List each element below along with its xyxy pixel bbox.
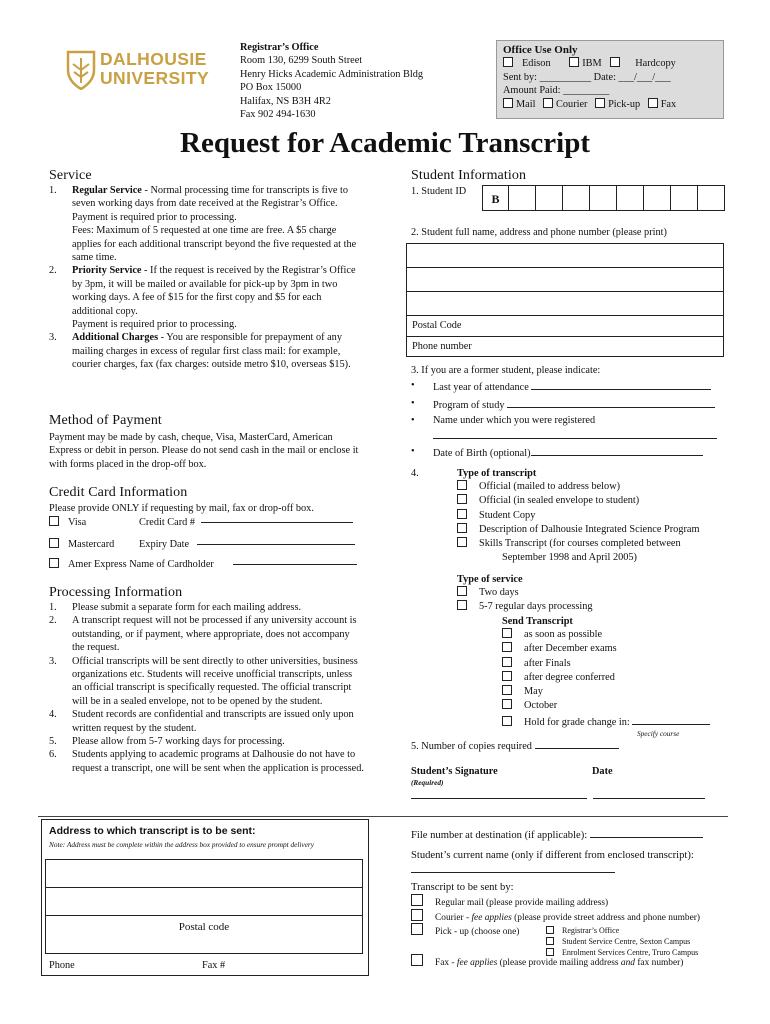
id-digit-box[interactable] — [563, 185, 590, 211]
processing-item: 1. Please submit a separate form for each mailing address. — [49, 602, 302, 613]
visa-label: Visa — [68, 517, 87, 529]
address-note: Note: Address must be complete within the address box provided to ensure prompt delivery — [49, 840, 315, 849]
courier-delivery-checkbox[interactable] — [411, 909, 423, 921]
ibm-checkbox[interactable] — [569, 57, 579, 67]
type-checkbox[interactable] — [457, 509, 467, 519]
expiry-label: Expiry Date — [139, 538, 190, 550]
address-phone-field[interactable]: Phone — [49, 960, 75, 971]
credit-heading: Credit Card Information — [49, 485, 188, 500]
registrar-line: Henry Hicks Academic Administration Bldg — [240, 68, 424, 80]
pickup-option-checkbox[interactable] — [546, 926, 554, 934]
address-line[interactable] — [46, 888, 362, 916]
address-heading: Address to which transcript is to be sent: — [49, 825, 256, 837]
processing-item: 5. Please allow from 5-7 working days for processing. — [49, 736, 285, 748]
former-item: • Program of study — [411, 397, 723, 412]
payment-text: Payment may be made by cash, cheque, Visa, MasterCard, American Express or debit in person. Please do not send cash in the mail or enclose it with forms placed in the drop-off box. — [49, 432, 359, 470]
courier-checkbox[interactable] — [543, 98, 553, 108]
mail-label: Mail — [516, 98, 536, 110]
pickup-checkbox[interactable] — [595, 98, 605, 108]
type-checkbox[interactable] — [457, 494, 467, 504]
send-checkbox[interactable] — [502, 716, 512, 726]
sent-by-field[interactable]: Sent by: __________ Date: ___/___/___ — [503, 71, 671, 83]
type-checkbox[interactable] — [457, 480, 467, 490]
visa-checkbox[interactable] — [49, 516, 59, 526]
amex-label: Amer Express Name of Cardholder — [68, 559, 214, 571]
hardcopy-checkbox[interactable] — [610, 57, 620, 67]
service-type-heading: Type of service — [457, 574, 523, 585]
edison-checkbox[interactable] — [503, 57, 513, 67]
page-title: Request for Academic Transcript — [180, 127, 590, 159]
last-year-field[interactable] — [531, 379, 711, 390]
address-box — [41, 819, 369, 976]
send-checkbox[interactable] — [502, 657, 512, 667]
destination-section: File number at destination (if applicable): Student’s current name (only if different from enclosed transcript): Transcript to be sent by: Regular mail (please provide mailing address) Courier - fee applies (please provide street address and phone number) Pick - up (choose one) Registrar’s Office Student Service Centre, Sexton Campus Enrolment Services Centre, Truro Campus Fax - fee applies (please provide mailing address and fax number) — [411, 827, 731, 970]
postal-code-line[interactable]: Postal code — [178, 921, 230, 933]
copies-field[interactable] — [535, 738, 619, 749]
service-types: Two days 5-7 regular days processing — [457, 586, 593, 615]
id-digit-box[interactable] — [644, 185, 671, 211]
mastercard-label: Mastercard — [68, 538, 115, 550]
courier-label: Courier — [556, 98, 588, 110]
edison-label: Edison — [522, 58, 551, 70]
student-id-prefix: B — [482, 185, 509, 211]
service-item: 3. Additional Charges - You are responsible for prepayment of any mailing charges in excess of regular first class mail: for example, courier charges, fax (fax charges: outside metro $10, overseas $15). — [49, 332, 351, 371]
cardholder-field[interactable] — [233, 554, 357, 565]
type-heading: Type of transcript — [457, 468, 537, 479]
payment-heading: Method of Payment — [49, 413, 162, 428]
dalhousie-crest-icon — [66, 50, 96, 90]
former-item: • Date of Birth (optional) — [411, 445, 723, 460]
ibm-label: IBM — [582, 58, 602, 70]
former-student-section — [411, 364, 723, 460]
send-heading: Send Transcript — [502, 616, 573, 627]
pickup-label: Pick-up — [608, 98, 641, 110]
signature-required: (Required) — [411, 778, 444, 788]
processing-item: 4. Student records are confidential and transcripts are issued only upon written request by the student. — [49, 709, 354, 734]
office-use-box — [496, 40, 724, 119]
regular-mail-checkbox[interactable] — [411, 894, 423, 906]
address-lines[interactable] — [45, 859, 363, 954]
registrar-line: Room 130, 6299 South Street — [240, 55, 363, 67]
registrar-line: Fax 902 494-1630 — [240, 109, 316, 121]
university-logo — [66, 48, 226, 94]
hardcopy-label: Hardcopy — [635, 58, 676, 70]
type-continuation: September 1998 and April 2005) — [502, 552, 637, 564]
id-digit-box[interactable] — [590, 185, 617, 211]
address-line-3[interactable] — [407, 292, 723, 316]
send-checkbox[interactable] — [502, 699, 512, 709]
pickup-option-checkbox[interactable] — [546, 937, 554, 945]
current-name-field[interactable] — [411, 872, 615, 873]
former-item: • Last year of attendance — [411, 379, 723, 394]
service-heading: Service — [49, 168, 92, 183]
student-heading: Student Information — [411, 168, 527, 183]
id-digit-box[interactable] — [536, 185, 563, 211]
registered-name-field[interactable] — [433, 432, 717, 439]
mastercard-checkbox[interactable] — [49, 538, 59, 548]
card-number-field[interactable] — [201, 512, 353, 523]
processing-item: 2. A transcript request will not be processed if any university account is outstanding, or if payment, where appropriate, does not accompany the request. — [49, 615, 357, 654]
grade-change-course-field[interactable] — [632, 714, 710, 725]
program-field[interactable] — [507, 397, 715, 408]
address-line-1[interactable] — [407, 244, 723, 268]
logo-line-2: UNIVERSITY — [100, 68, 210, 88]
address-line-2[interactable] — [407, 268, 723, 292]
processing-section — [49, 585, 364, 775]
type-checkbox[interactable] — [457, 523, 467, 533]
id-digit-box[interactable] — [698, 185, 725, 211]
mail-checkbox[interactable] — [503, 98, 513, 108]
former-label: 3. If you are a former student, please indicate: — [411, 365, 601, 376]
credit-card-section — [49, 485, 367, 572]
id-digit-box[interactable] — [671, 185, 698, 211]
signature-label: Student’s Signature — [411, 766, 498, 777]
payment-section — [49, 413, 367, 471]
processing-heading: Processing Information — [49, 585, 183, 600]
service-item: 1. Regular Service - Normal processing time for transcripts is five to seven working days from date received at the Registrar’s Office. Payment is required prior to processing. Fees: Maximum of 5 requested at one time are free. A $5 charge applies for each additional transcript beyond the five requested at the same time. — [49, 185, 357, 264]
date-field[interactable] — [593, 798, 705, 799]
processing-item: 6. Students applying to academic programs at Dalhousie do not have to request a transcript, one will be sent when the application is processed. — [49, 749, 364, 774]
section-number-4: 4. — [411, 468, 419, 479]
pickup-delivery-checkbox[interactable] — [411, 923, 423, 935]
signature-section — [411, 765, 711, 787]
name-address-box[interactable] — [406, 243, 724, 357]
service-item: 2. Priority Service - If the request is received by the Registrar’s Office by 3pm, it will be mailed or available for pick-up by 3pm in two working days. A fee of $15 for the first copy and $5 for each additional copy. Payment is required prior to processing. — [49, 265, 356, 331]
fax-delivery-checkbox[interactable] — [411, 954, 423, 966]
send-checkbox[interactable] — [502, 685, 512, 695]
signature-field[interactable] — [411, 798, 587, 799]
send-checkbox[interactable] — [502, 642, 512, 652]
specify-course-hint: Specify course — [637, 729, 680, 738]
transcript-types: Official (mailed to address below) Official (in sealed envelope to student) Student Copy Description of Dalhousie Integrated Science Program Skills Transcript (for courses completed between September 1998 and April 2005) — [457, 480, 699, 566]
amex-checkbox[interactable] — [49, 558, 59, 568]
former-item: • Name under which you were registered — [411, 415, 596, 427]
postal-code-field[interactable]: Postal Code — [407, 316, 723, 337]
credit-note: Please provide ONLY if requesting by mail, fax or drop-off box. — [49, 503, 314, 514]
fax-label: Fax — [660, 98, 677, 110]
registrar-line: Halifax, NS B3H 4R2 — [240, 95, 331, 107]
card-number-label: Credit Card # — [139, 517, 196, 529]
registrar-line: PO Box 15000 — [240, 82, 302, 94]
name-address-label: 2. Student full name, address and phone number (please print) — [411, 227, 667, 238]
id-digit-box[interactable] — [509, 185, 536, 211]
bottom-divider — [38, 816, 728, 817]
sent-by-label: Transcript to be sent by: — [411, 881, 514, 893]
send-options: as soon as possible after December exams after Finals after degree conferred May October Hold for grade change in: — [502, 628, 710, 728]
logo-line-1: DALHOUSIE — [100, 49, 207, 69]
office-use-title: Office Use Only — [503, 44, 578, 56]
amount-paid-field[interactable]: Amount Paid: _________ — [503, 85, 610, 97]
dob-field[interactable] — [531, 445, 703, 456]
current-name-label: Student’s current name (only if different from enclosed transcript): — [411, 850, 694, 862]
registrar-address — [240, 41, 423, 121]
type-checkbox[interactable] — [457, 537, 467, 547]
address-fax-field[interactable]: Fax # — [202, 960, 226, 971]
pickup-option-checkbox[interactable] — [546, 948, 554, 956]
student-id-boxes[interactable] — [482, 185, 725, 211]
file-number-field[interactable] — [590, 827, 703, 838]
service-checkbox[interactable] — [457, 586, 467, 596]
date-label: Date — [592, 766, 613, 777]
phone-number-field[interactable]: Phone number — [412, 341, 472, 352]
send-checkbox[interactable] — [502, 628, 512, 638]
service-section — [49, 168, 359, 372]
id-digit-box[interactable] — [617, 185, 644, 211]
student-id-label: 1. Student ID — [411, 186, 467, 197]
copies-label: 5. Number of copies required — [411, 738, 619, 753]
service-checkbox[interactable] — [457, 600, 467, 610]
expiry-field[interactable] — [197, 534, 355, 545]
file-number-label: File number at destination (if applicable): — [411, 827, 731, 842]
send-checkbox[interactable] — [502, 671, 512, 681]
address-line[interactable] — [46, 860, 362, 888]
processing-item: 3. Official transcripts will be sent directly to other universities, business organizations etc. Students will receive unofficial transcripts, unless an official transcript is specifically requested. The official transcript will be in a sealed envelope, not to be opened by the student. — [49, 655, 358, 707]
registrar-title: Registrar’s Office — [240, 42, 319, 53]
fax-checkbox[interactable] — [648, 98, 658, 108]
